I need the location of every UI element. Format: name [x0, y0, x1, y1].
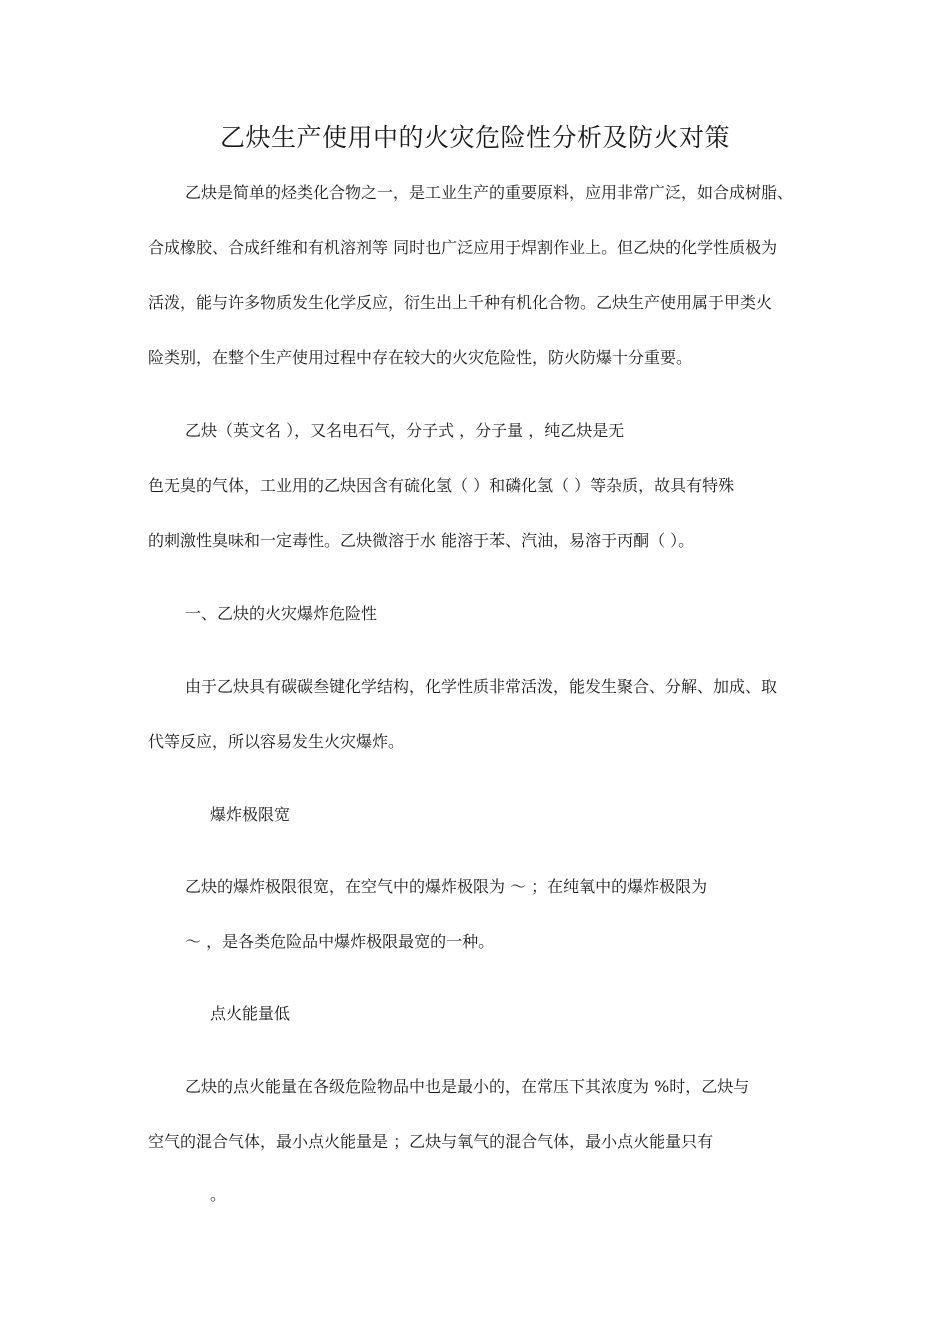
paragraph-1-line-1: 乙炔是简单的烃类化合物之一，是工业生产的重要原料，应用非常广泛，如合成树脂、 — [185, 183, 794, 202]
subheading-explosion-limit: 爆炸极限宽 — [210, 805, 291, 824]
paragraph-2-line-1: 乙炔（英文名 ），又名电石气，分子式 ，分子量 ，纯乙炔是无 — [185, 421, 625, 440]
paragraph-5-line-1: 乙炔的点火能量在各级危险物品中也是最小的，在常压下其浓度为 %时，乙炔与 — [185, 1077, 750, 1096]
paragraph-5-line-2: 空气的混合气体，最小点火能量是 ；乙炔与氧气的混合气体，最小点火能量只有 — [148, 1132, 714, 1151]
paragraph-2-line-3: 的刺激性臭味和一定毒性。乙炔微溶于水 能溶于苯、汽油，易溶于丙酮（ ）。 — [148, 531, 695, 550]
paragraph-1-line-4: 险类别，在整个生产使用过程中存在较大的火灾危险性，防火防爆十分重要。 — [148, 348, 693, 367]
paragraph-5-line-3: 。 — [210, 1185, 227, 1204]
paragraph-1-line-2: 合成橡胶、合成纤维和有机溶剂等 同时也广泛应用于焊割作业上。但乙炔的化学性质极为 — [148, 238, 778, 257]
paragraph-3-line-1: 由于乙炔具有碳碳叁键化学结构，化学性质非常活泼，能发生聚合、分解、加成、取 — [185, 677, 778, 696]
subheading-ignition-energy: 点火能量低 — [210, 1004, 291, 1023]
paragraph-2-line-2: 色无臭的气体，工业用的乙炔因含有硫化氢（ ）和磷化氢（ ）等杂质，故具有特殊 — [148, 476, 735, 495]
paragraph-4-line-1: 乙炔的爆炸极限很宽，在空气中的爆炸极限为 ～ ；在纯氧中的爆炸极限为 — [185, 877, 708, 896]
paragraph-3-line-2: 代等反应，所以容易发生火灾爆炸。 — [148, 732, 405, 751]
paragraph-4-line-2: ～ ，是各类危险品中爆炸极限最宽的一种。 — [185, 932, 495, 951]
document-title: 乙炔生产使用中的火灾危险性分析及防火对策 — [219, 123, 730, 152]
paragraph-1-line-3: 活泼，能与许多物质发生化学反应，衍生出上千种有机化合物。乙炔生产使用属于甲类火 — [148, 293, 773, 312]
section-heading-1: 一、乙炔的火灾爆炸危险性 — [185, 604, 378, 623]
